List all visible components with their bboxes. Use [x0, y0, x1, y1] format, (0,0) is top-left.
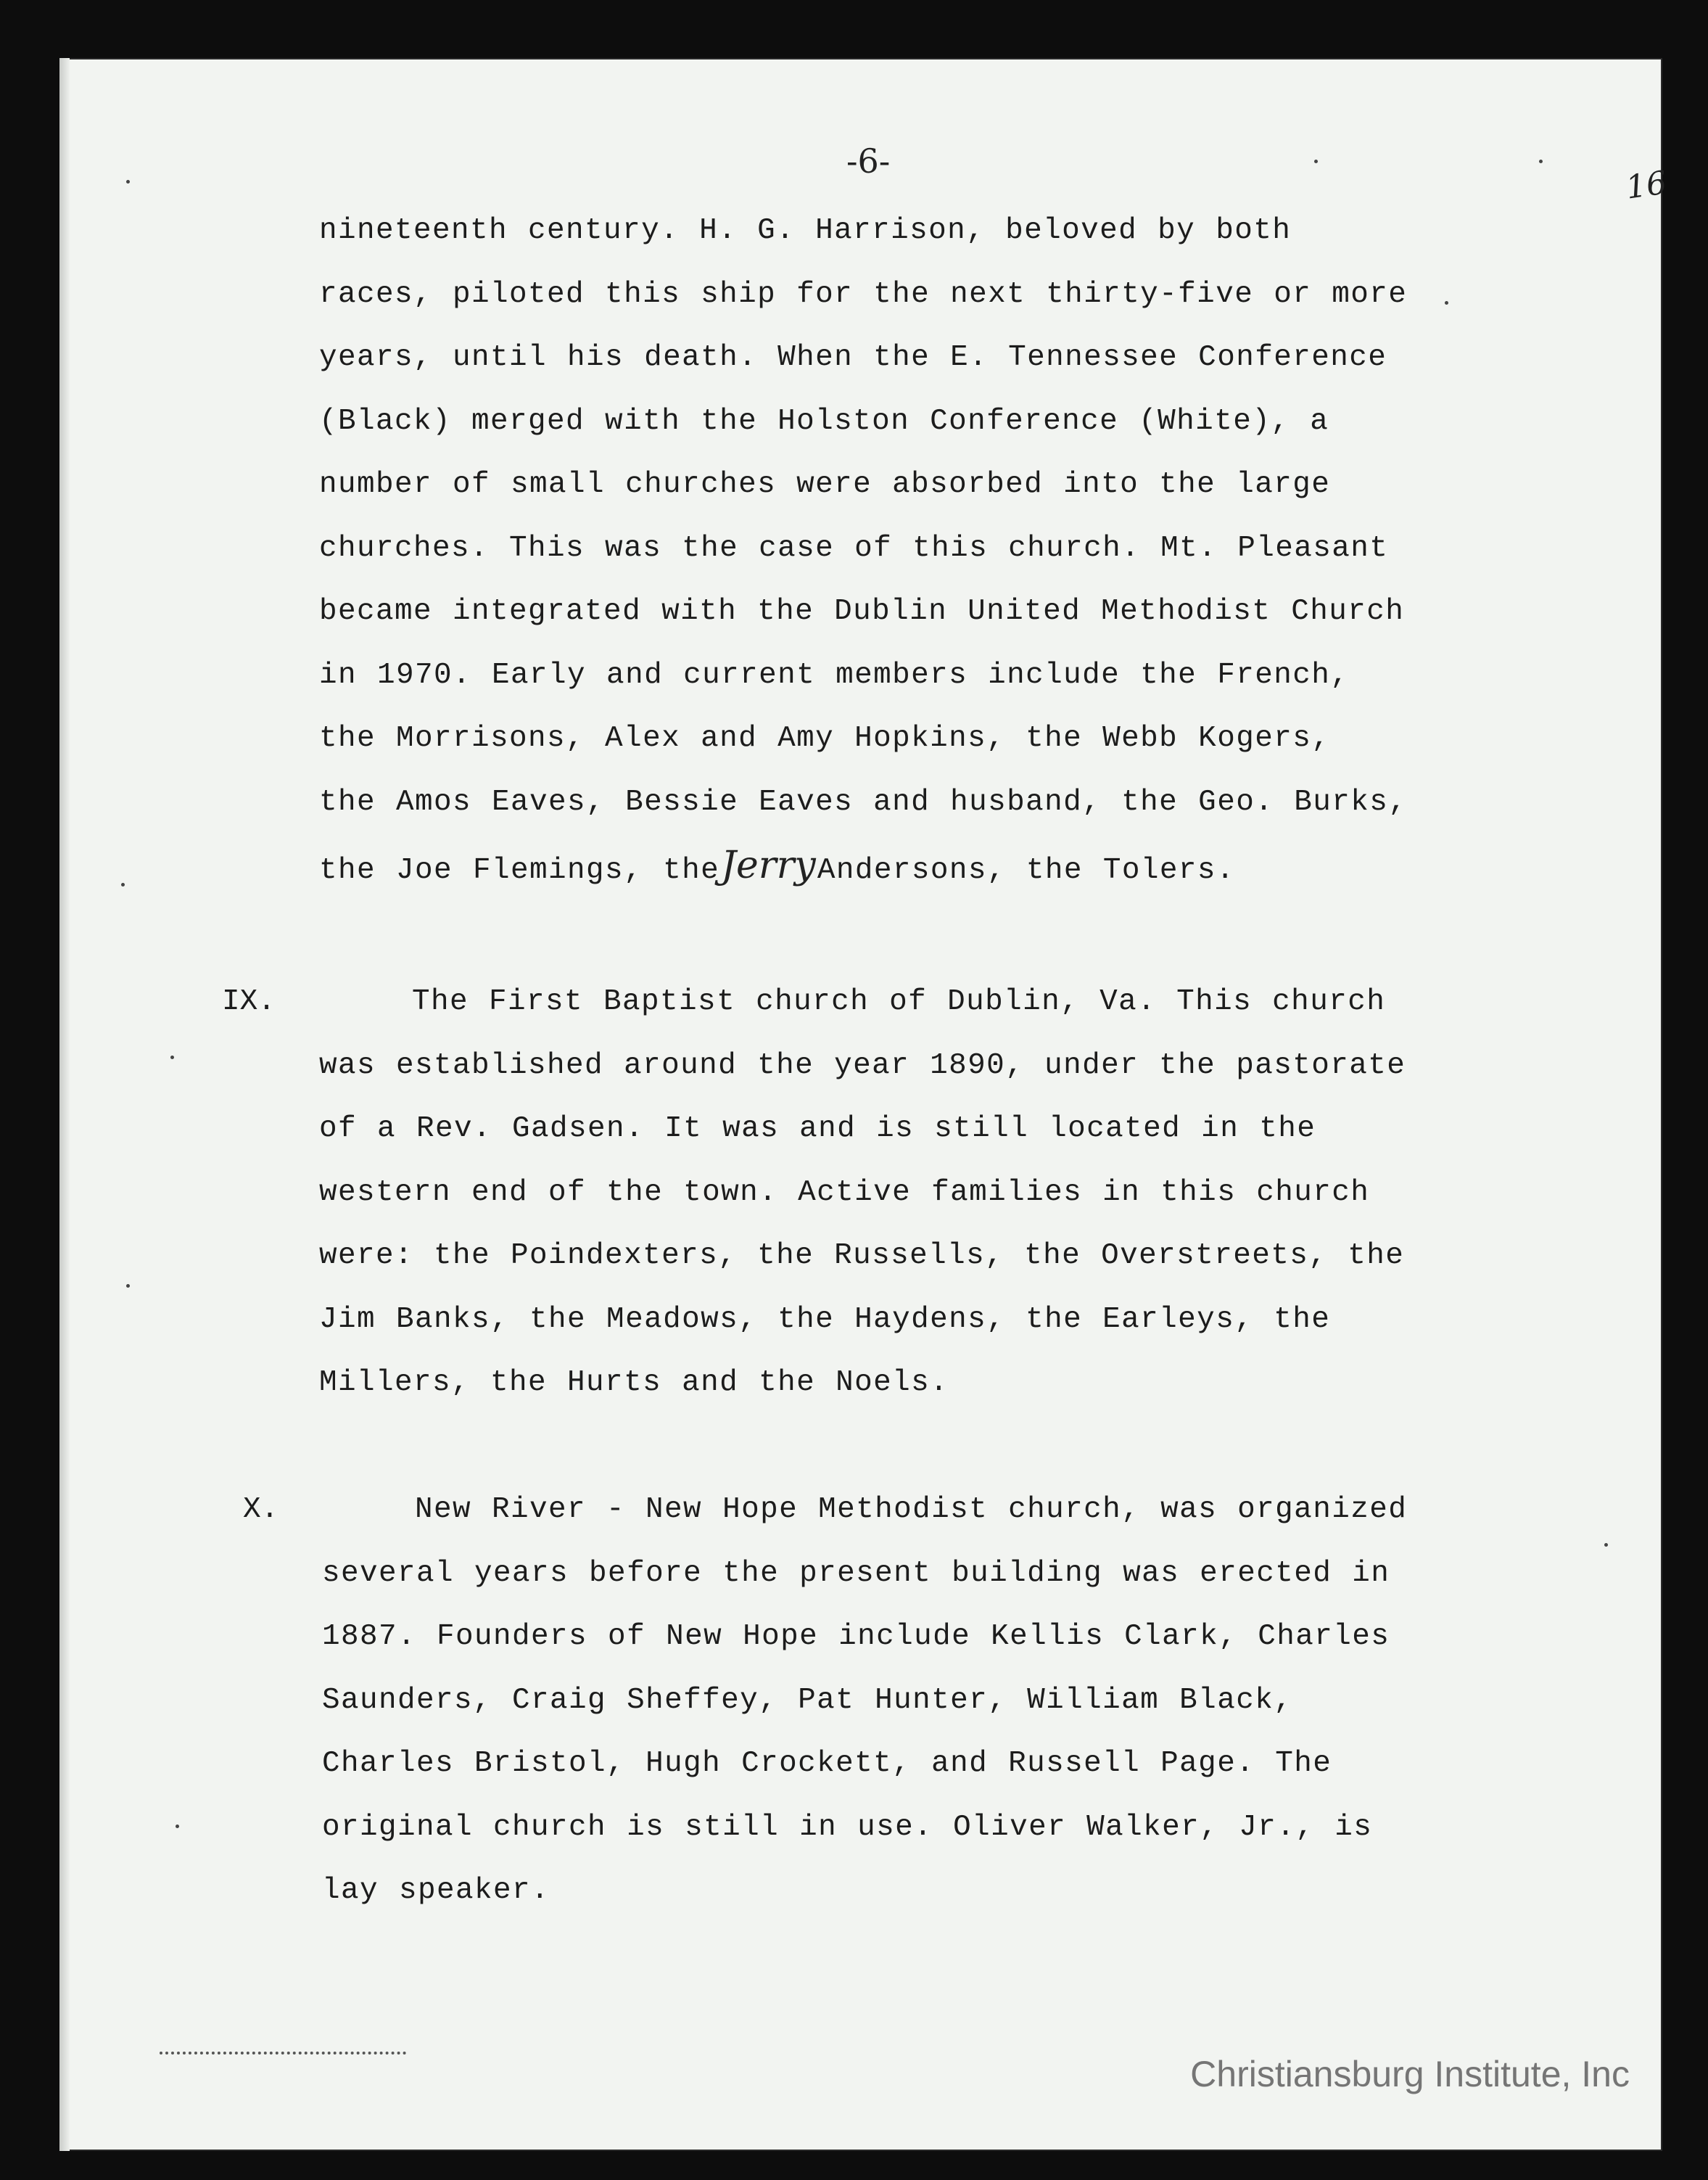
text-line: nineteenth century. H. G. Harrison, beloved by both [319, 214, 1292, 247]
speck [126, 1284, 130, 1288]
text-line: Saunders, Craig Sheffey, Pat Hunter, William Black, [322, 1683, 1293, 1717]
text-line: races, piloted this ship for the next thirty-five or more [319, 277, 1408, 311]
text-line: (Black) merged with the Holston Conference (White), a [319, 404, 1329, 438]
section-x-body [322, 1478, 1453, 1923]
speck [126, 180, 130, 184]
text-line: of a Rev. Gadsen. It was and is still located in the [319, 1112, 1316, 1145]
section-numeral-x: X. [243, 1493, 279, 1526]
speck [176, 1825, 179, 1828]
text-line-with-insert [319, 834, 1451, 898]
text-line: number of small churches were absorbed into the large [319, 468, 1331, 501]
text-line: several years before the present building was erected in [322, 1556, 1390, 1590]
text-line: years, until his death. When the E. Tennessee Conference [319, 341, 1387, 374]
text-line: original church is still in use. Oliver Walker, Jr., is [322, 1810, 1373, 1844]
text-line: was established around the year 1890, under the pastorate [319, 1048, 1406, 1082]
text-line: Millers, the Hurts and the Noels. [319, 1366, 949, 1399]
text-line: The First Baptist church of Dublin, Va. This church [412, 985, 1386, 1019]
speck [1604, 1543, 1608, 1547]
text-line: churches. This was the case of this church. Mt. Pleasant [319, 531, 1389, 565]
text-line: Charles Bristol, Hugh Crockett, and Russell Page. The [322, 1747, 1332, 1780]
text-line: the Morrisons, Alex and Amy Hopkins, the Webb Kogers, [319, 722, 1331, 755]
text-line: lay speaker. [322, 1874, 550, 1907]
text-line: in 1970. Early and current members include the French, [319, 658, 1350, 692]
section-numeral-ix: IX. [222, 985, 276, 1019]
text-fragment: the Joe Flemings, the [319, 854, 720, 887]
speck [121, 883, 125, 887]
text-line: New River - New Hope Methodist church, was organized [415, 1493, 1408, 1526]
section-viii-continued [319, 200, 1451, 898]
archive-watermark: Christiansburg Institute, Inc [1190, 2054, 1630, 2094]
text-line: western end of the town. Active families in this church [319, 1175, 1370, 1209]
text-line: the Amos Eaves, Bessie Eaves and husband, the Geo. Burks, [319, 785, 1408, 819]
text-line: became integrated with the Dublin United Methodist Church [319, 595, 1405, 628]
speck [170, 1056, 174, 1059]
page-number: -6- [846, 141, 891, 181]
speck [1539, 160, 1543, 163]
text-line: 1887. Founders of New Hope include Kellis Clark, Charles [322, 1620, 1390, 1653]
speck [1314, 160, 1318, 163]
text-line: Jim Banks, the Meadows, the Haydens, the Earleys, the [319, 1302, 1331, 1336]
text-line: were: the Poindexters, the Russells, the Overstreets, the [319, 1239, 1405, 1272]
footer-dotted-mark [160, 2052, 406, 2054]
section-ix-body [319, 971, 1451, 1415]
text-fragment: Andersons, the Tolers. [817, 854, 1235, 887]
archive-handwritten-number: 16 [1623, 164, 1670, 207]
handwritten-insert: Jerry [721, 844, 816, 887]
